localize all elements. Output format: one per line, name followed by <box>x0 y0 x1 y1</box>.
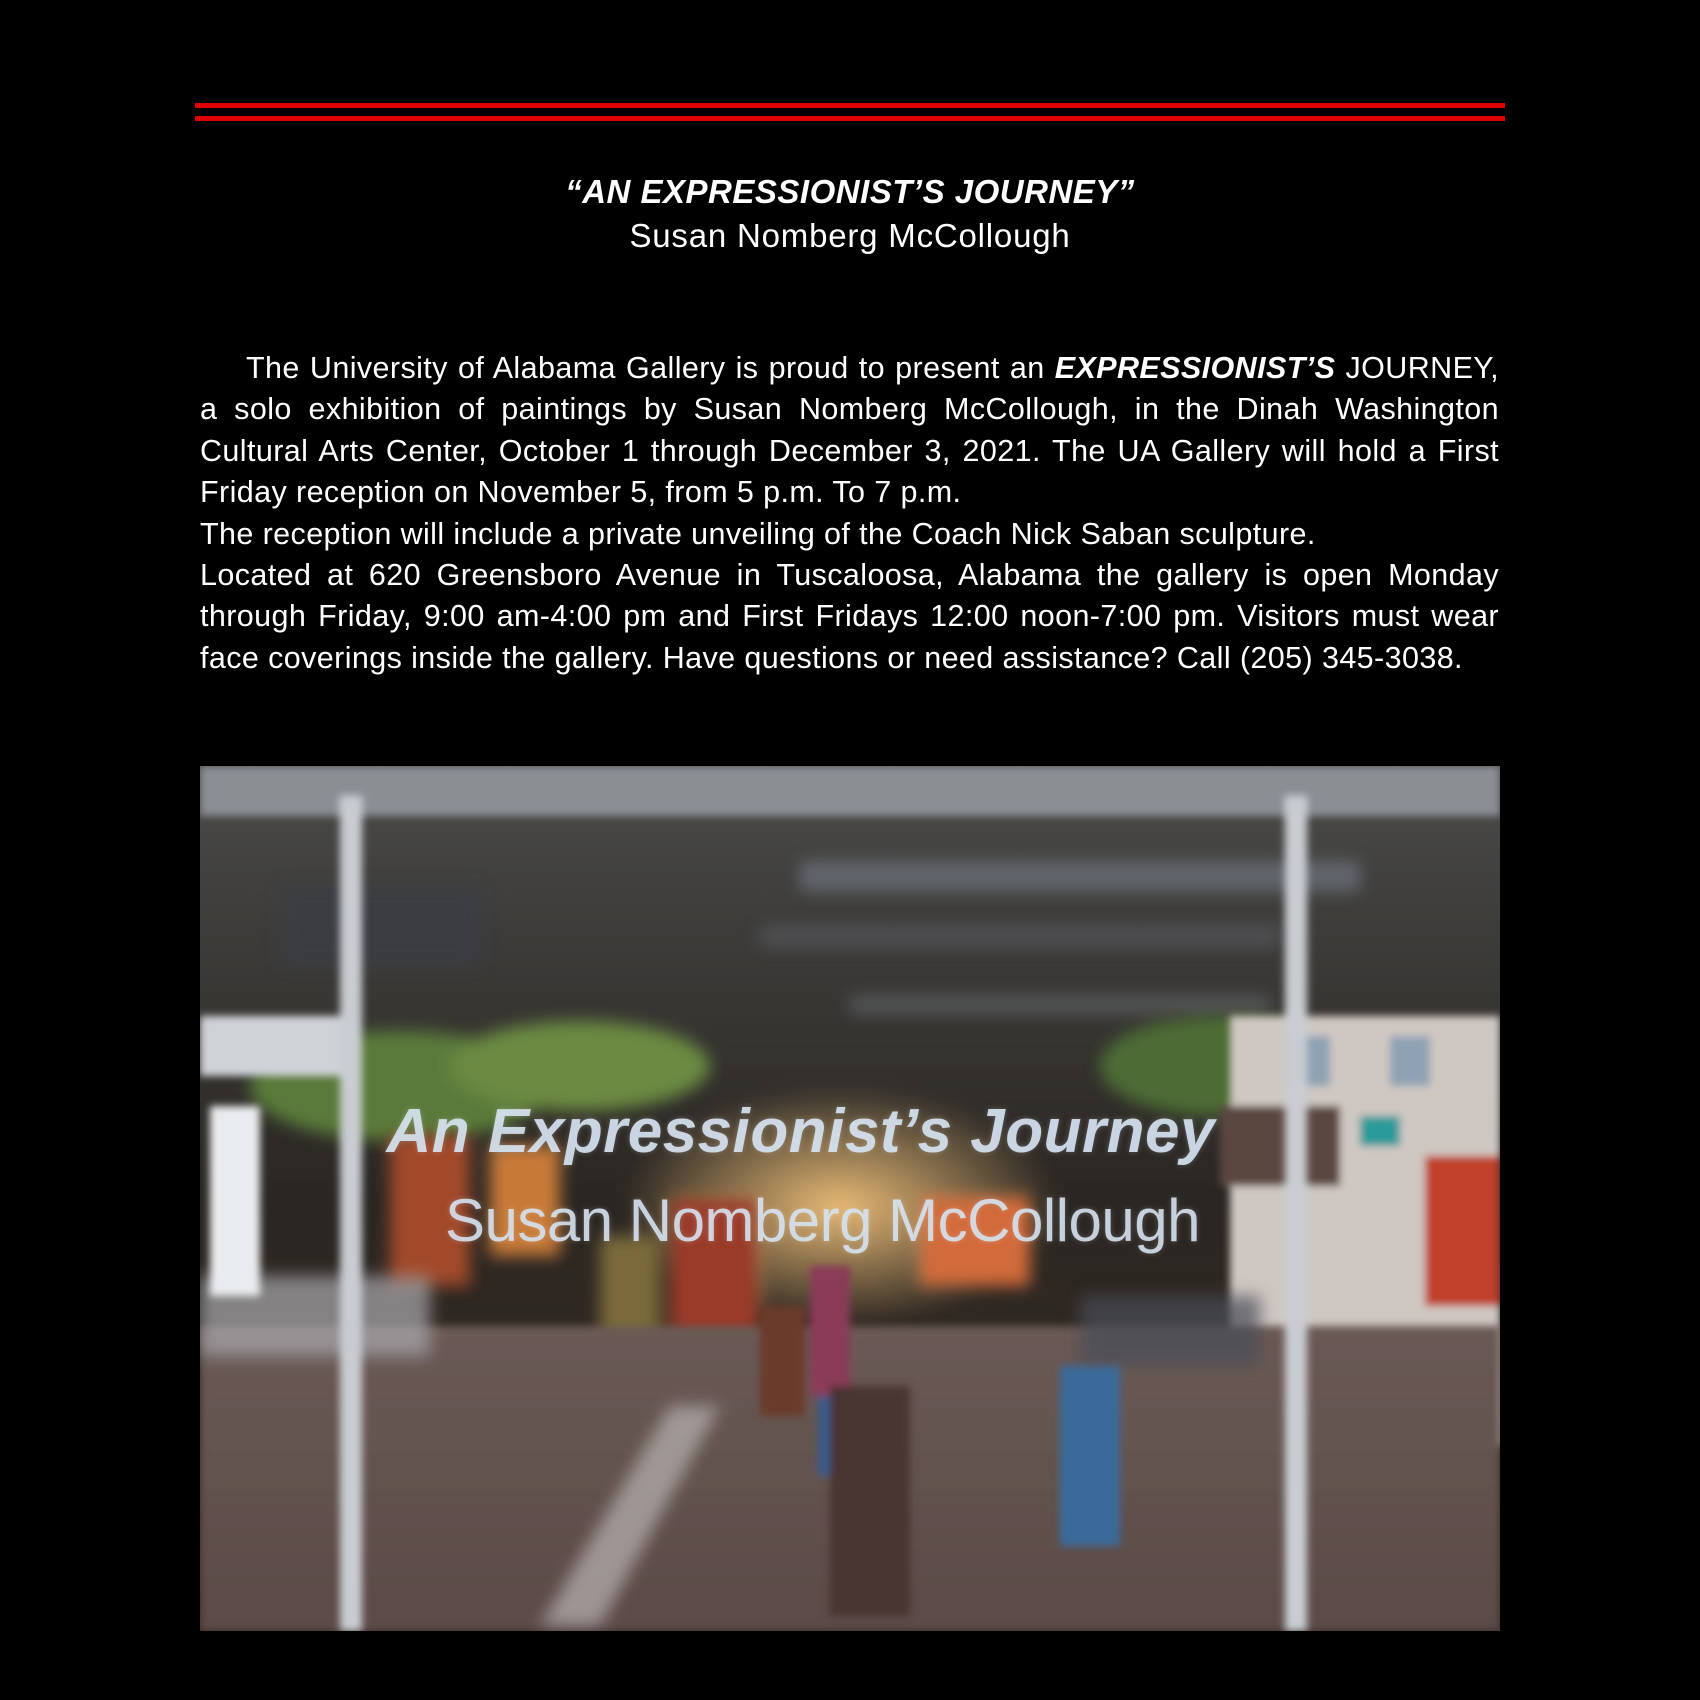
exhibition-title: “AN EXPRESSIONIST’S JOURNEY” <box>565 173 1135 210</box>
title-block <box>195 170 1505 258</box>
exhibit-details: JOURNEY, a solo exhibition of paintings by Susan Nomberg McCollough, in the Dinah Washington Cultural Arts Center, October 1 through December 3, 2021. The UA Gallery will hold a First Friday reception on November 5, from 5 p.m. To 7 p.m. <box>200 351 1499 510</box>
exhibit-name: EXPRESSIONIST’S <box>1054 351 1336 385</box>
announcement-paragraph <box>200 348 1499 514</box>
reception-note: The reception will include a private unveiling of the Coach Nick Saban sculpture. <box>200 516 1316 551</box>
gallery-window-photo <box>200 766 1500 1631</box>
window-lettering-artist: Susan Nomberg McCollough <box>444 1187 1200 1254</box>
intro-text: The University of Alabama Gallery is proud to present an <box>246 351 1045 385</box>
header-rule-bottom <box>195 116 1505 121</box>
artist-name: Susan Nomberg McCollough <box>629 217 1071 254</box>
location-hours: Located at 620 Greensboro Avenue in Tuscaloosa, Alabama the gallery is open Monday through Friday, 9:00 am-4:00 pm and First Fridays 12:00 noon-7:00 pm. Visitors must wear face coverings inside the gallery. Have questions or need assistance? Call (205) 345-3038. <box>200 558 1499 675</box>
window-lettering-title: An Expressionist’s Journey <box>386 1097 1215 1166</box>
announcement-text <box>200 348 1499 679</box>
header-rule-top <box>195 103 1505 108</box>
